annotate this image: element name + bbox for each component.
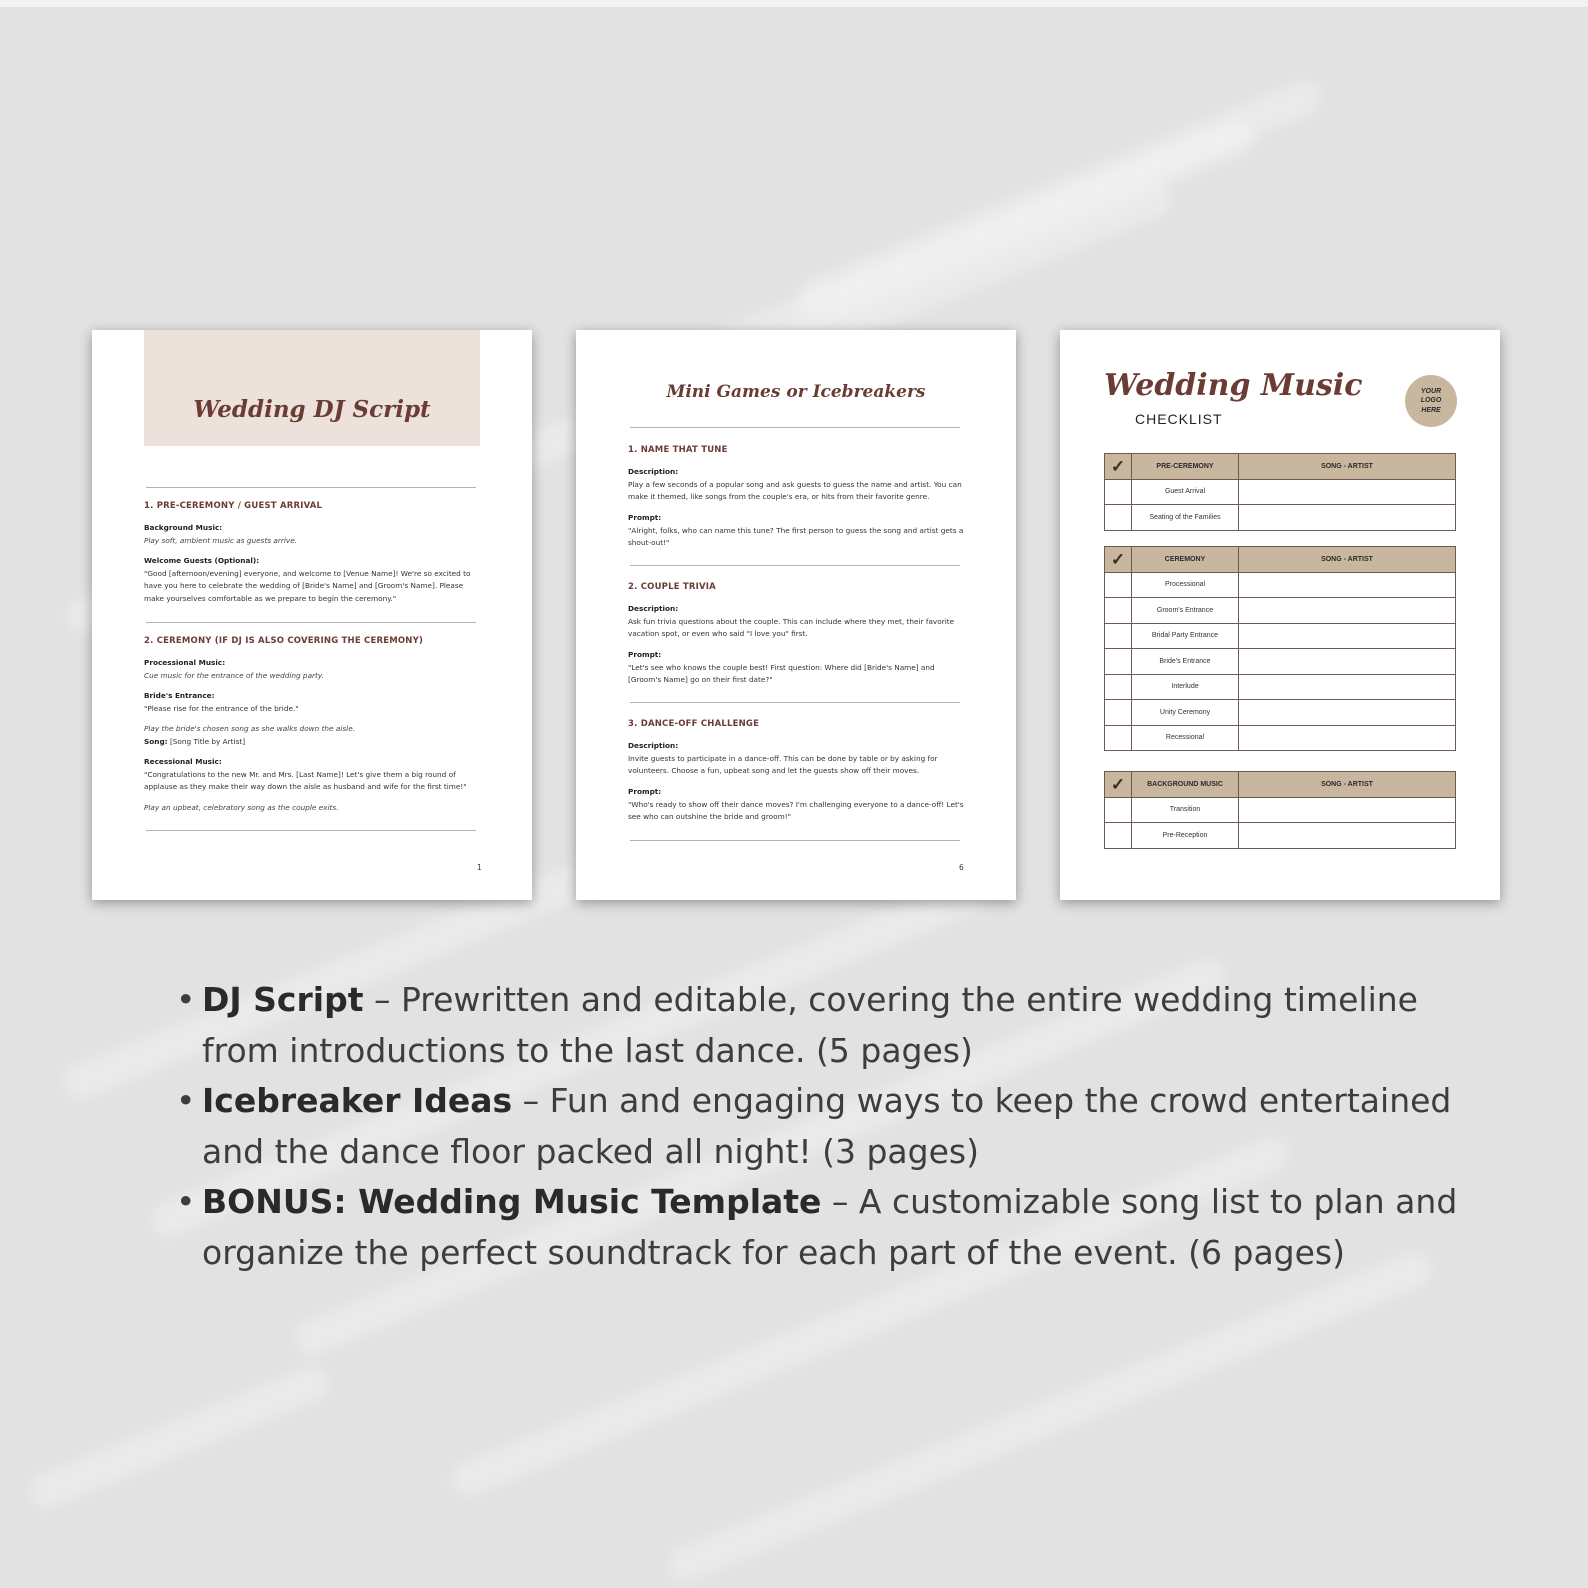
divider [630, 840, 960, 841]
table-row [1105, 623, 1456, 649]
row-label: Guest Arrival [1132, 479, 1239, 505]
row-label: Bridal Party Entrance [1132, 623, 1239, 649]
table-row [1105, 797, 1456, 823]
title-banner [144, 330, 480, 446]
song-artist-cell[interactable] [1239, 725, 1456, 751]
ceremony-table [1104, 546, 1456, 751]
table-header: SONG - ARTIST [1239, 454, 1456, 480]
checkbox-cell[interactable] [1105, 572, 1132, 598]
row-label: Processional [1132, 572, 1239, 598]
feature-item: • DJ Script – Prewritten and editable, covering the entire wedding timeline from introductions to the last dance. (5 pages) [178, 975, 1458, 1076]
page-title: Wedding DJ Script [193, 396, 431, 423]
checkmark-icon: ✓ [1105, 547, 1132, 573]
bullet-icon: • [176, 1182, 196, 1221]
checkbox-cell[interactable] [1105, 649, 1132, 675]
checkbox-cell[interactable] [1105, 823, 1132, 849]
section-heading: 2. COUPLE TRIVIA [628, 582, 716, 592]
divider [146, 487, 476, 488]
row-label: Pre-Reception [1132, 823, 1239, 849]
song-artist-cell[interactable] [1239, 700, 1456, 726]
table-header: CEREMONY [1132, 547, 1239, 573]
row-label: Recessional [1132, 725, 1239, 751]
table-header: PRE-CEREMONY [1132, 454, 1239, 480]
song-artist-cell[interactable] [1239, 572, 1456, 598]
table-row [1105, 649, 1456, 675]
bullet-icon: • [176, 980, 196, 1019]
checkmark-icon: ✓ [1105, 454, 1132, 480]
bullet-icon: • [176, 1081, 196, 1120]
section-heading: 3. DANCE-OFF CHALLENGE [628, 719, 760, 729]
table-row [1105, 725, 1456, 751]
checkbox-cell[interactable] [1105, 725, 1132, 751]
text-block: Prompt: "Who's ready to show off their dance moves? I'm challenging everyone to a dance-off! Let's see who can outshine the bride and groom!" [628, 787, 964, 821]
feature-list [178, 975, 1458, 1278]
row-label: Groom's Entrance [1132, 598, 1239, 624]
text-block: Play an upbeat, celebratory song as the couple exits. [144, 803, 339, 812]
checkbox-cell[interactable] [1105, 623, 1132, 649]
divider [630, 702, 960, 703]
table-header: BACKGROUND MUSIC [1132, 772, 1239, 798]
row-label: Interlude [1132, 674, 1239, 700]
checkbox-cell[interactable] [1105, 700, 1132, 726]
table-header: SONG - ARTIST [1239, 547, 1456, 573]
text-block: Description: Play a few seconds of a popular song and ask guests to guess the name and artist. You can make it themed, like songs from the couple's era, or hits from their favorite genre. [628, 467, 962, 501]
text-block: Description: Ask fun trivia questions about the couple. This can include where they met, their favorite vacation spot, or even who said "I love you" first. [628, 604, 955, 638]
checkbox-cell[interactable] [1105, 598, 1132, 624]
checkbox-cell[interactable] [1105, 797, 1132, 823]
text-block: Processional Music: Cue music for the entrance of the wedding party. [144, 658, 324, 680]
table-row [1105, 479, 1456, 505]
table-row [1105, 674, 1456, 700]
section-heading: 1. NAME THAT TUNE [628, 445, 728, 455]
row-label: Seating of the Families [1132, 505, 1239, 531]
dj-script-page [92, 330, 532, 900]
text-block: Prompt: "Let's see who knows the couple best! First question: Where did [Bride's Name] and [Groom's Name] go on their first date?" [628, 650, 935, 684]
text-block: Welcome Guests (Optional): "Good [afternoon/evening] everyone, and welcome to [Venue Name]! We're so excited to have you here to celebrate the wedding of [Bride's Name] and [Groom's Name]. Please make yourselves comfortable as we prepare to begin the ceremony." [144, 556, 471, 603]
song-artist-cell[interactable] [1239, 797, 1456, 823]
table-row [1105, 572, 1456, 598]
song-artist-cell[interactable] [1239, 674, 1456, 700]
text-block: Bride's Entrance: "Please rise for the entrance of the bride." [144, 691, 299, 713]
table-row [1105, 700, 1456, 726]
song-artist-cell[interactable] [1239, 479, 1456, 505]
song-artist-cell[interactable] [1239, 623, 1456, 649]
feature-item: • BONUS: Wedding Music Template – A customizable song list to plan and organize the perfect soundtrack for each part of the event. (6 pages) [178, 1177, 1458, 1278]
music-checklist-page [1060, 330, 1500, 900]
top-band [0, 0, 1588, 7]
page-number: 1 [477, 863, 482, 872]
text-block: Play the bride's chosen song as she walks down the aisle. Song: [Song Title by Artist] [144, 724, 355, 746]
song-artist-cell[interactable] [1239, 505, 1456, 531]
checkbox-cell[interactable] [1105, 505, 1132, 531]
divider [146, 622, 476, 623]
icebreakers-page [576, 330, 1016, 900]
divider [630, 565, 960, 566]
table-row [1105, 598, 1456, 624]
song-artist-cell[interactable] [1239, 823, 1456, 849]
table-row [1105, 823, 1456, 849]
section-heading: 2. CEREMONY (IF DJ IS ALSO COVERING THE CEREMONY) [144, 636, 424, 646]
page-title: Wedding Music [1104, 368, 1363, 403]
row-label: Transition [1132, 797, 1239, 823]
pre-ceremony-table [1104, 453, 1456, 531]
table-row [1105, 505, 1456, 531]
page-subtitle: CHECKLIST [1135, 411, 1223, 427]
text-block: Background Music: Play soft, ambient music as guests arrive. [144, 523, 298, 545]
text-block: Description: Invite guests to participate in a dance-off. This can be done by table or by asking for volunteers. Choose a fun, upbeat song and let the guests show off their moves. [628, 741, 938, 775]
divider [630, 427, 960, 428]
song-artist-cell[interactable] [1239, 598, 1456, 624]
logo-placeholder: YOUR LOGO HERE [1405, 375, 1457, 427]
page-title: Mini Games or Icebreakers [666, 382, 926, 402]
song-artist-cell[interactable] [1239, 649, 1456, 675]
text-block: Recessional Music: "Congratulations to the new Mr. and Mrs. [Last Name]! Let's give them a big round of applause as they make their way down the aisle as husband and wife for the first time!" [144, 757, 467, 791]
text-block: Prompt: "Alright, folks, who can name this tune? The first person to guess the song and artist gets a shout-out!" [628, 513, 964, 547]
background-music-table [1104, 771, 1456, 849]
checkbox-cell[interactable] [1105, 674, 1132, 700]
feature-item: • Icebreaker Ideas – Fun and engaging ways to keep the crowd entertained and the dance floor packed all night! (3 pages) [178, 1076, 1458, 1177]
checkmark-icon: ✓ [1105, 772, 1132, 798]
checkbox-cell[interactable] [1105, 479, 1132, 505]
divider [146, 830, 476, 831]
section-heading: 1. PRE-CEREMONY / GUEST ARRIVAL [144, 501, 323, 511]
table-header: SONG - ARTIST [1239, 772, 1456, 798]
row-label: Unity Ceremony [1132, 700, 1239, 726]
page-number: 6 [959, 863, 964, 872]
row-label: Bride's Entrance [1132, 649, 1239, 675]
